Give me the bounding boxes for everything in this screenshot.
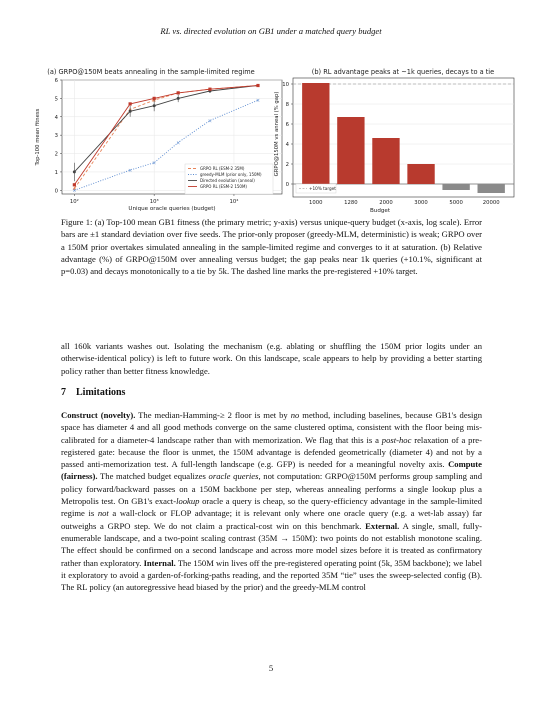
chart-a-point (256, 84, 259, 87)
chart-b-legend-label: +10% target (309, 186, 336, 191)
chart-a-point: × (128, 167, 133, 174)
emphasis-lookup: lookup (176, 496, 200, 507)
chart-a-legend-label: greedy-MLM (prior only, 150M) (200, 172, 262, 177)
chart-a-point (73, 183, 76, 186)
chart-b-bar (478, 184, 505, 193)
figure-caption: Figure 1: (a) Top-100 mean GB1 fitness (the primary metric; y-axis) versus unique-query budget (x-axis, log scale). Error bars are ±1 standard deviation over five seeds. The prior-only proposer (greedy-MLM, deterministic) is weak; GRPO over a 150M prior overtakes simulated annealing in the sample-limited regime and converges to it at saturation. (b) Relative advantage (%) of GRPO@150M over annealing versus budget; the gap peaks near 1k queries (+10.1%, significant at p=0.03) and decays monotonically to a tie by 5k. The dashed line marks the pre-registered +10% target. (61, 217, 482, 277)
chart-a-point: × (255, 98, 261, 105)
chart-b-bar (407, 164, 434, 184)
compute-label: Compute (fairness). (61, 459, 482, 482)
emphasis-posthoc: post-hoc (381, 434, 412, 445)
emphasis-oracle-queries: oracle queries (208, 471, 259, 482)
chart-b-relative-advantage (270, 64, 520, 214)
chart-b-ylabel: GRPO@150M vs anneal (% gap) (274, 91, 280, 177)
chart-a-xtick-label: 10⁴ (229, 199, 239, 205)
chart-a-ytick-label: 6 (54, 78, 58, 84)
limitations-text: relaxation of a pre-registered gate: because the floor is unmet, the 150M advantage is defended geometrically (diameter 4) and not by a passed anti-memorization test. A full-length landscape (e.g. GFP) is needed for a meaningful novelty axis. (61, 434, 482, 470)
chart-a-legend (185, 164, 273, 194)
chart-a-legend-label: Directed evolution (anneal) (200, 178, 255, 183)
chart-a-point (153, 97, 156, 100)
chart-b-xtick-label: 1280 (344, 200, 358, 206)
chart-a-ytick-label: 1 (54, 169, 58, 176)
limitations-text: The matched budget equalizes (100, 471, 206, 482)
chart-b-bar (372, 138, 399, 184)
limitations-text: , not computation: GRPO@150M performs group sampling and policy forward/backward passes on a 150M backbone per step, whereas annealing performs a single lookup plus a Metropolis test. On GB1's exact- (61, 471, 483, 507)
chart-a-point (153, 104, 156, 107)
chart-a-title: (a) GRPO@150M beats annealing in the sample-limited regime (47, 68, 255, 76)
chart-a-xtick-label: 10³ (149, 199, 159, 205)
chart-a-legend-label: GRPO RL (ESM-2 150M) (200, 184, 247, 189)
section-heading (61, 387, 125, 398)
chart-a-ytick-label: 0 (54, 188, 58, 195)
section-number: 7 (61, 387, 66, 398)
chart-a-ytick-label: 2 (54, 151, 58, 158)
chart-b-xtick-label: 2000 (379, 200, 393, 206)
chart-b-title: (b) RL advantage peaks at ~1k queries, decays to a tie (311, 68, 495, 76)
chart-a-point (177, 97, 180, 100)
chart-a-fitness-vs-budget (26, 64, 286, 214)
chart-b-xtick-label: 5000 (449, 200, 463, 206)
chart-b-ytick-label: 8 (285, 102, 289, 108)
internal-label: Internal. (143, 557, 176, 568)
chart-b-bar (302, 83, 329, 184)
chart-a-point (129, 110, 132, 113)
chart-a-point: × (176, 140, 181, 147)
limitations-text: The 150M win lives off the pre-registered operating point (5k, 35M backbone); we label it exploratory to avoid a garden-of-forking-paths reading, and the reported 35M “tie” uses the sweep-selected config (B). The RL policy (an autoregressive head biased by the prior) and the greedy-MLM control (61, 557, 482, 593)
chart-b-ytick-label: 0 (285, 182, 289, 188)
chart-a-xlabel: Unique oracle queries (budget) (128, 206, 216, 212)
chart-b-bar (337, 117, 364, 184)
chart-b-ytick-label: 10 (282, 82, 289, 88)
section-title: Limitations (76, 387, 126, 398)
chart-b-legend (296, 184, 336, 193)
limitations-text: oracle a query is cheap, so the query-efficiency advantage in the sample-limited regime is (61, 496, 483, 519)
limitations-text: A single, small, fully-enumerable landscape, and a two-point scaling contrast (35M → 150M): two points do not establish monotone scaling. The effect should be confirmed on a second landscape and across more model sizes before it is treated as confirmatory rather than exploratory. (61, 520, 482, 568)
chart-a-ytick-label: 4 (54, 114, 58, 121)
emphasis-no: no (290, 410, 300, 420)
chart-a-point: × (72, 188, 77, 195)
construct-label: Construct (novelty). (61, 410, 136, 420)
limitations-paragraph (61, 409, 482, 593)
chart-a-point (129, 102, 132, 105)
chart-b-ytick-label: 6 (285, 122, 289, 128)
running-header: RL vs. directed evolution on GB1 under a matched query budget (160, 26, 382, 36)
limitations-text: method, including baselines, because GB1's design space has diameter 4 and all good methods converge on the same clustered optima, consistent with the floor being mis-calibrated for a diameter-4 landscape rather than with memorization. We flag that this is a (61, 410, 482, 445)
chart-b-xtick-label: 1000 (309, 200, 323, 206)
chart-a-ytick-label: 5 (54, 96, 58, 103)
chart-a-point (177, 91, 180, 94)
chart-a-point (73, 170, 76, 173)
chart-a-ylabel: Top-100 mean fitness (35, 108, 41, 166)
chart-a-point: × (152, 160, 157, 167)
chart-b-bar (442, 184, 469, 190)
limitations-text: The median-Hamming-≥ 2 floor is met by (138, 410, 288, 420)
chart-b-ytick-label: 2 (285, 162, 289, 168)
chart-a-point (208, 88, 211, 91)
chart-a-ytick-label: 3 (54, 133, 58, 140)
page-number: 5 (268, 663, 274, 673)
limitations-text: a wall-clock or FLOP advantage; it is relevant only where one oracle query (e.g. a wet-lab assay) far outweighs a GRPO step. We do not claim a practical-cost win on this benchmark. (61, 508, 483, 531)
chart-b-xtick-label: 20000 (482, 200, 500, 206)
emphasis-not: not (97, 508, 109, 519)
chart-a-xtick-label: 10² (69, 199, 79, 205)
chart-a-legend-label: GRPO RL (ESM-2 35M) (200, 166, 245, 171)
paragraph-continued: all 160k variants washes out. Isolating the mechanism (e.g. ablating or shuffling the 150M prior logits under an otherwise-identical policy) is left to future work. On this landscape, scale appears to help by providing a better starting policy rather than better fitness knowledge. (61, 341, 482, 376)
chart-b-ytick-label: 4 (285, 142, 289, 148)
chart-b-xtick-label: 3000 (414, 200, 428, 206)
external-label: External. (365, 520, 400, 531)
chart-b-xlabel: Budget (369, 208, 391, 214)
chart-a-point: × (207, 118, 213, 125)
